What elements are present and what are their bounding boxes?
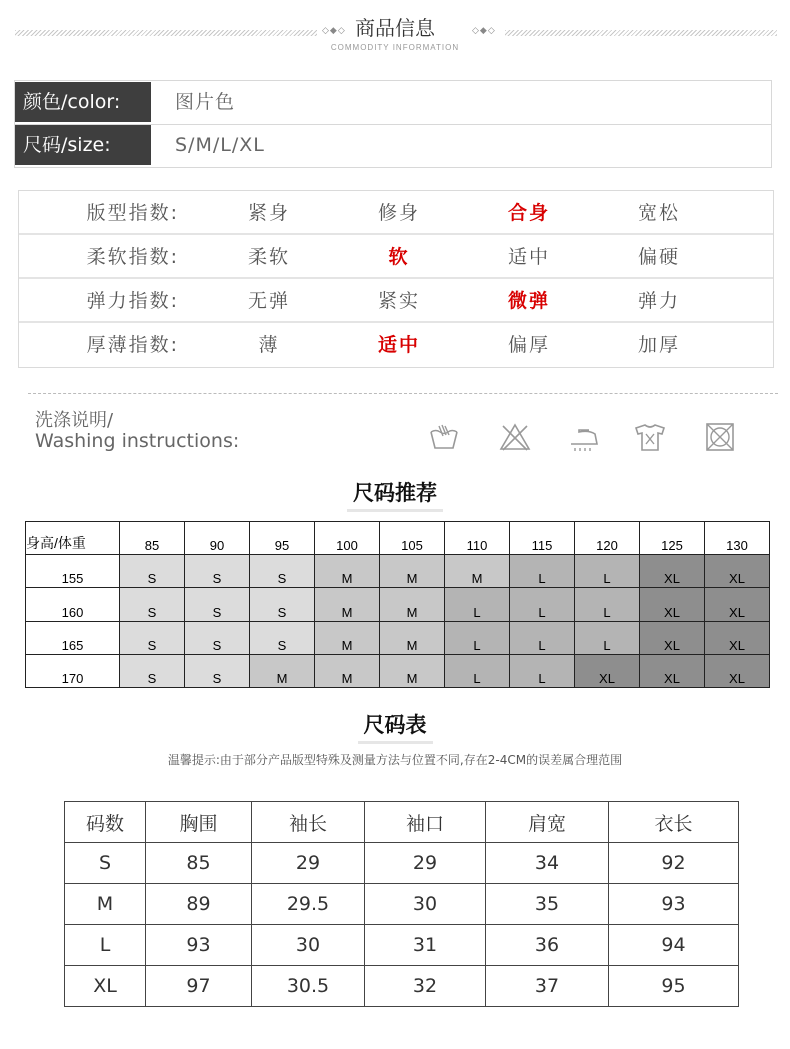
height-row	[26, 555, 770, 588]
page-title: 商品信息	[355, 16, 435, 40]
size-value: M	[276, 671, 288, 686]
attribute-row-size	[15, 125, 771, 168]
size-chart-header-row	[65, 802, 739, 843]
size-cell	[705, 555, 770, 588]
header-ornament-right: ◇◆◇	[472, 26, 496, 36]
height-label: 155	[61, 571, 84, 587]
attribute-value: 图片色	[175, 91, 236, 113]
weight-header-row	[26, 522, 770, 555]
index-row	[19, 323, 773, 367]
page-subtitle: COMMODITY INFORMATION	[330, 43, 460, 52]
size-value: XL	[729, 637, 745, 653]
weight-header	[640, 522, 705, 555]
hang-dry-icon	[633, 420, 667, 454]
height-row	[26, 588, 770, 621]
fit-index-table	[18, 190, 774, 368]
measurement-cell: 34	[486, 843, 609, 884]
size-chart-title-text: 尺码表	[358, 709, 433, 744]
size-cell	[640, 588, 705, 621]
size-cell	[185, 654, 250, 687]
size-cell	[575, 555, 640, 588]
weight-label: 100	[336, 538, 358, 554]
index-name: 厚薄指数:	[86, 334, 179, 356]
size-value: L	[603, 571, 611, 587]
hand-wash-icon	[427, 420, 461, 454]
size-value: L	[473, 637, 481, 653]
size-value: M	[406, 637, 418, 653]
size-value: S	[212, 604, 222, 620]
weight-label: 115	[531, 538, 553, 554]
attribute-value: S/M/L/XL	[175, 134, 265, 156]
height-label: 160	[61, 604, 84, 620]
size-value: L	[538, 671, 546, 686]
height-cell	[26, 621, 120, 654]
height-label: 165	[61, 637, 84, 653]
size-recommendation-table	[25, 521, 770, 688]
weight-label: 130	[726, 538, 748, 554]
size-cell	[250, 621, 315, 654]
size-cell	[120, 555, 185, 588]
measurement-cell: 30	[252, 925, 365, 966]
size-cell	[640, 621, 705, 654]
size-cell	[380, 621, 445, 654]
size-label-cell: L	[65, 925, 146, 966]
measurement-cell: 29.5	[252, 884, 365, 925]
size-cell	[640, 654, 705, 687]
index-option: 弹力	[637, 290, 680, 312]
measurement-cell: 97	[146, 966, 252, 1007]
washing-title-en: Washing instructions:	[35, 430, 240, 452]
index-option: 无弹	[247, 290, 290, 312]
size-value: M	[341, 571, 353, 587]
measurement-cell: 31	[365, 925, 486, 966]
size-value: XL	[729, 571, 745, 587]
measurement-cell: 29	[365, 843, 486, 884]
size-value: S	[147, 637, 157, 653]
size-cell	[705, 654, 770, 687]
dashed-divider	[28, 393, 778, 394]
height-cell	[26, 555, 120, 588]
do-not-bleach-icon	[498, 420, 532, 454]
size-cell	[640, 555, 705, 588]
size-cell	[120, 654, 185, 687]
size-cell	[510, 588, 575, 621]
measurement-cell: 30	[365, 884, 486, 925]
size-value: M	[471, 571, 483, 587]
attribute-table	[14, 80, 772, 168]
measurement-cell: 37	[486, 966, 609, 1007]
size-chart-header: 袖长	[252, 802, 365, 843]
size-cell	[315, 588, 380, 621]
size-value: L	[538, 637, 546, 653]
size-value: XL	[729, 604, 745, 620]
size-value: XL	[729, 671, 745, 686]
size-value: L	[603, 637, 611, 653]
index-option-selected: 软	[388, 246, 410, 268]
index-option-selected: 微弹	[507, 290, 550, 312]
size-value: L	[603, 604, 611, 620]
size-value: M	[406, 604, 418, 620]
size-chart-header: 袖口	[365, 802, 486, 843]
size-cell	[315, 621, 380, 654]
index-option-selected: 适中	[377, 334, 420, 356]
size-cell	[445, 588, 510, 621]
index-name: 版型指数:	[86, 202, 179, 224]
size-cell	[315, 555, 380, 588]
height-label: 170	[61, 671, 84, 686]
corner-label: 身高/体重	[26, 535, 86, 552]
size-value: XL	[664, 671, 680, 686]
recommendation-title	[0, 477, 790, 512]
index-option: 加厚	[637, 334, 680, 356]
index-name: 弹力指数:	[86, 290, 179, 312]
index-row	[19, 191, 773, 235]
weight-header	[510, 522, 575, 555]
size-chart-header: 胸围	[146, 802, 252, 843]
size-cell	[575, 588, 640, 621]
measurement-cell: 95	[609, 966, 739, 1007]
height-cell	[26, 588, 120, 621]
index-option: 适中	[507, 246, 550, 268]
size-value: S	[212, 637, 222, 653]
measurement-cell: 93	[146, 925, 252, 966]
size-cell	[575, 621, 640, 654]
size-value: S	[277, 571, 287, 587]
size-value: M	[341, 671, 353, 686]
measurement-cell: 36	[486, 925, 609, 966]
measurement-cell: 30.5	[252, 966, 365, 1007]
index-option-selected: 合身	[507, 202, 550, 224]
measurement-cell: 85	[146, 843, 252, 884]
weight-header	[445, 522, 510, 555]
weight-label: 105	[401, 538, 423, 554]
measurement-tip: 温馨提示:由于部分产品版型特殊及测量方法与位置不同,存在2-4CM的误差属合理范围	[167, 753, 623, 767]
measurement-cell: 94	[609, 925, 739, 966]
index-option: 紧实	[377, 290, 420, 312]
size-cell	[315, 654, 380, 687]
size-value: S	[277, 604, 287, 620]
size-value: XL	[664, 571, 680, 587]
size-cell	[250, 654, 315, 687]
height-row	[26, 621, 770, 654]
size-cell	[185, 621, 250, 654]
weight-label: 90	[209, 538, 225, 554]
attribute-label: 颜色/color:	[15, 82, 151, 122]
size-cell	[575, 654, 640, 687]
index-row	[19, 279, 773, 323]
size-value: M	[406, 571, 418, 587]
attribute-label: 尺码/size:	[15, 125, 151, 165]
recommendation-title-text: 尺码推荐	[347, 477, 443, 512]
header-ornament-left: ◇◆◇	[322, 26, 346, 36]
index-row	[19, 235, 773, 279]
size-value: L	[473, 671, 481, 686]
height-weight-corner	[26, 522, 120, 555]
size-value: S	[212, 571, 222, 587]
size-value: L	[538, 604, 546, 620]
size-value: S	[147, 571, 157, 587]
weight-label: 120	[596, 538, 618, 554]
measurement-cell: 93	[609, 884, 739, 925]
size-cell	[445, 621, 510, 654]
attribute-row-color	[15, 82, 771, 125]
size-cell	[380, 555, 445, 588]
size-value: XL	[599, 671, 615, 686]
index-option: 修身	[377, 202, 420, 224]
size-cell	[120, 588, 185, 621]
size-cell	[120, 621, 185, 654]
weight-label: 110	[466, 538, 488, 554]
size-cell	[445, 555, 510, 588]
size-chart-header: 码数	[65, 802, 146, 843]
size-chart-row	[65, 966, 739, 1007]
size-label-cell: M	[65, 884, 146, 925]
size-value: XL	[664, 604, 680, 620]
height-row	[26, 654, 770, 687]
size-value: S	[147, 604, 157, 620]
weight-header	[120, 522, 185, 555]
size-value: L	[538, 571, 546, 587]
size-chart-table	[64, 801, 739, 1007]
washing-title-cn: 洗涤说明/	[35, 410, 114, 431]
size-cell	[250, 555, 315, 588]
size-value: L	[473, 604, 481, 620]
weight-label: 85	[144, 538, 160, 554]
weight-header	[185, 522, 250, 555]
index-option: 薄	[258, 334, 280, 356]
size-chart-header: 衣长	[609, 802, 739, 843]
size-value: S	[277, 637, 287, 653]
size-cell	[380, 588, 445, 621]
size-cell	[705, 588, 770, 621]
weight-label: 125	[661, 538, 683, 554]
index-option: 偏厚	[507, 334, 550, 356]
do-not-tumble-dry-icon	[703, 420, 737, 454]
size-cell	[510, 555, 575, 588]
size-value: S	[147, 671, 157, 686]
index-option: 宽松	[637, 202, 680, 224]
weight-header	[315, 522, 380, 555]
weight-header	[250, 522, 315, 555]
size-cell	[250, 588, 315, 621]
size-cell	[705, 621, 770, 654]
measurement-cell: 89	[146, 884, 252, 925]
weight-header	[705, 522, 770, 555]
size-cell	[445, 654, 510, 687]
size-cell	[185, 555, 250, 588]
measurement-cell: 35	[486, 884, 609, 925]
index-option: 柔软	[247, 246, 290, 268]
size-label-cell: S	[65, 843, 146, 884]
size-label-cell: XL	[65, 966, 146, 1007]
index-name: 柔软指数:	[86, 246, 179, 268]
weight-header	[380, 522, 445, 555]
measurement-cell: 32	[365, 966, 486, 1007]
size-value: M	[341, 637, 353, 653]
size-chart-row	[65, 843, 739, 884]
size-cell	[380, 654, 445, 687]
size-chart-title	[0, 709, 790, 744]
size-value: S	[212, 671, 222, 686]
size-value: XL	[664, 637, 680, 653]
size-value: M	[341, 604, 353, 620]
size-value: M	[406, 671, 418, 686]
index-option: 偏硬	[637, 246, 680, 268]
size-chart-row	[65, 884, 739, 925]
size-cell	[510, 654, 575, 687]
size-chart-header: 肩宽	[486, 802, 609, 843]
measurement-cell: 29	[252, 843, 365, 884]
weight-header	[575, 522, 640, 555]
size-chart-row	[65, 925, 739, 966]
index-option: 紧身	[247, 202, 290, 224]
size-cell	[185, 588, 250, 621]
measurement-cell: 92	[609, 843, 739, 884]
iron-icon	[567, 420, 601, 454]
height-cell	[26, 654, 120, 687]
weight-label: 95	[274, 538, 290, 554]
size-cell	[510, 621, 575, 654]
